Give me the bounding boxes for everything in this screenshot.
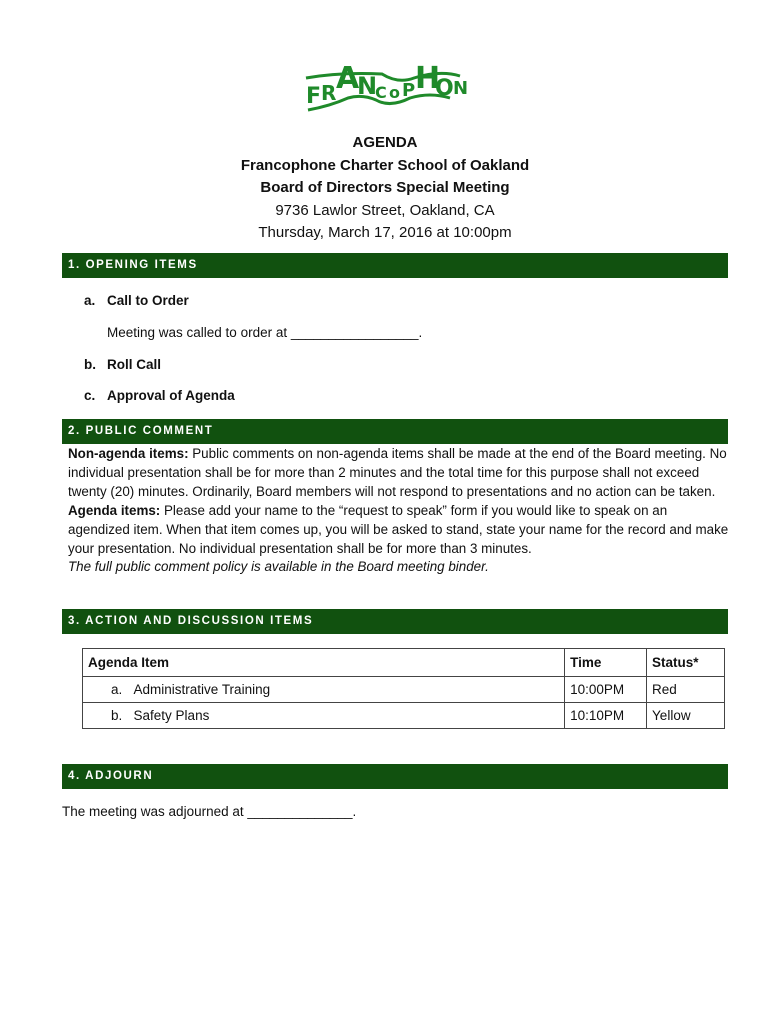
item-b-label: b. (84, 357, 96, 372)
row-status: Red (647, 677, 725, 703)
svg-text:o: o (389, 83, 400, 102)
svg-text:P: P (402, 80, 416, 101)
meeting-address: 9736 Lawlor Street, Oakland, CA (275, 201, 495, 219)
svg-text:A: A (336, 61, 360, 96)
table-header-row (83, 649, 725, 677)
meeting-datetime: Thursday, March 17, 2016 at 10:00pm (258, 224, 512, 241)
svg-text:F: F (306, 84, 322, 109)
row-time: 10:10PM (565, 703, 647, 729)
agenda-table (82, 648, 725, 729)
svg-text:C: C (375, 83, 387, 102)
row-label: b. (111, 708, 123, 723)
row-item-text: Administrative Training (133, 682, 271, 697)
row-status: Yellow (647, 703, 725, 729)
table-row (83, 677, 725, 703)
agenda-header (0, 132, 770, 245)
public-comment-body (68, 445, 732, 577)
francophone-logo (300, 48, 468, 120)
row-time: 10:00PM (565, 677, 647, 703)
section-bar-public-comment: 2. PUBLIC COMMENT (62, 419, 728, 444)
item-a-label: a. (84, 293, 96, 308)
item-a-detail: Meeting was called to order at _________________. (107, 325, 423, 340)
nonagenda-paragraph (68, 445, 732, 502)
section-bar-action-items: 3. ACTION AND DISCUSSION ITEMS (62, 609, 728, 634)
header-time: Time (565, 649, 647, 677)
nonagenda-text: Public comments on non-agenda items shall be made at the end of the Board meeting. No individual presentation shall be for more than 2 minutes and the total time for this purpose shall not exceed twenty (20) minutes. Ordinarily, Board members will not respond to presentations and no action can be taken. (68, 446, 727, 499)
row-item (83, 677, 565, 703)
item-c-label: c. (84, 388, 96, 403)
svg-text:O: O (435, 76, 454, 101)
agenda-items-label: Agenda items: (68, 502, 161, 518)
nonagenda-label: Non-agenda items: (68, 446, 189, 461)
header-status: Status* (647, 649, 725, 677)
svg-text:N: N (453, 78, 468, 99)
row-item (83, 703, 565, 729)
table-row (83, 703, 725, 729)
header-agenda-item: Agenda Item (83, 649, 565, 677)
adjourn-text: The meeting was adjourned at ______________. (62, 804, 357, 819)
svg-text:H: H (415, 61, 441, 96)
row-item-text: Safety Plans (133, 708, 210, 723)
school-name: Francophone Charter School of Oakland (240, 156, 530, 174)
agenda-paragraph (68, 502, 732, 559)
section-bar-opening-items: 1. OPENING ITEMS (62, 253, 728, 278)
svg-text:R: R (321, 81, 337, 105)
row-label: a. (111, 682, 123, 697)
agenda-items-text: Please add your name to the “request to speak” form if you would like to speak on an agendized item. When that item comes up, you will be asked to stand, state your name for the record and make your presentation. No individual presentation shall be for more than 3 minutes. (68, 502, 729, 556)
section-bar-adjourn: 4. ADJOURN (62, 764, 728, 789)
item-a-text: Call to Order (107, 293, 189, 308)
policy-note: The full public comment policy is available in the Board meeting binder. (68, 559, 489, 575)
agenda-title: AGENDA (352, 134, 418, 151)
meeting-type: Board of Directors Special Meeting (260, 179, 510, 196)
item-c-text: Approval of Agenda (107, 388, 235, 403)
item-b-text: Roll Call (107, 357, 162, 372)
svg-text:N: N (357, 72, 378, 100)
